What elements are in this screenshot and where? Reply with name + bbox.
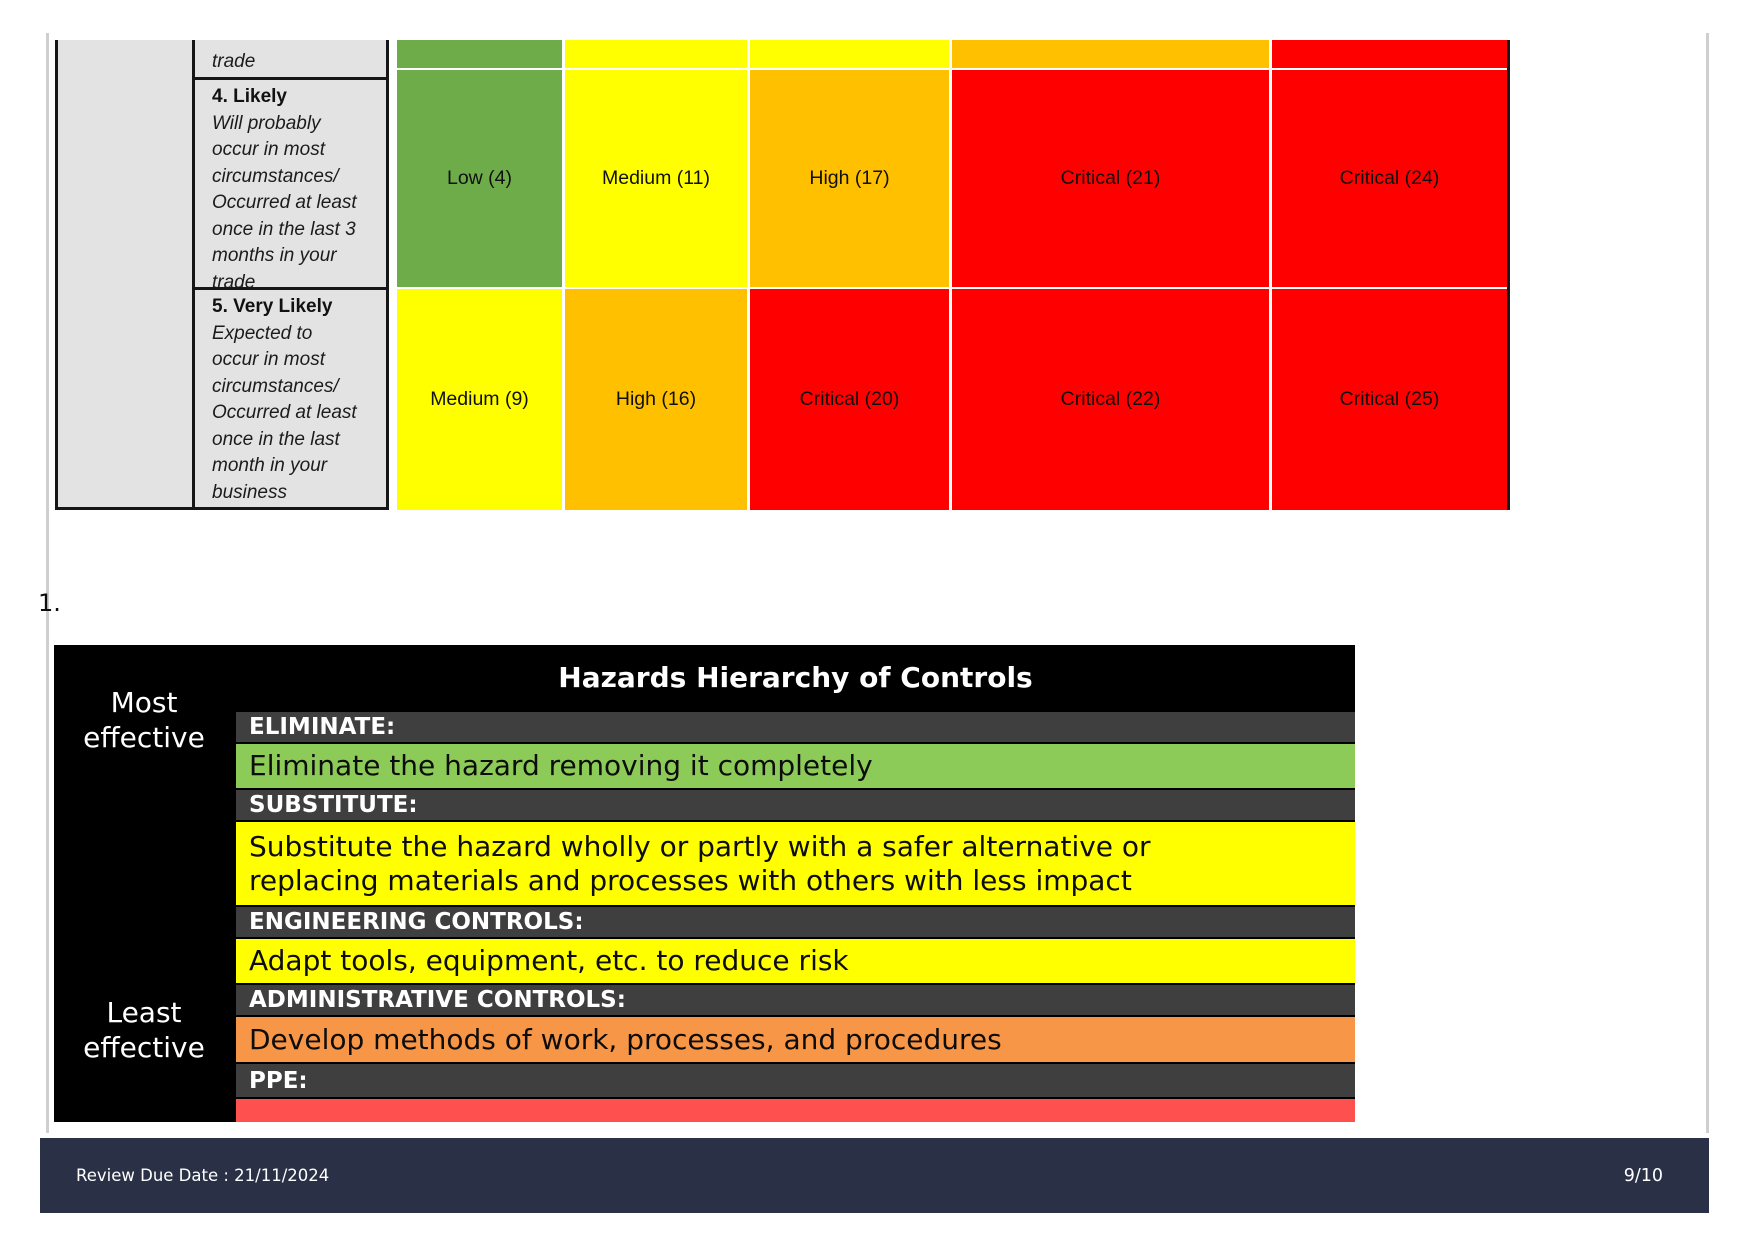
row-body-text: Eliminate the hazard removing it completely	[249, 749, 873, 782]
row-header-administrative-controls: ADMINISTRATIVE CONTROLS:	[236, 985, 1355, 1015]
risk-matrix-empty-column	[55, 40, 195, 510]
matrix-cell: Critical (20)	[750, 289, 949, 510]
row-body-eliminate	[236, 744, 1355, 788]
likelihood-desc-line: Will probably	[212, 112, 321, 134]
most-effective-label	[54, 685, 234, 755]
matrix-cell: High (17)	[750, 70, 949, 287]
matrix-cell: Medium (9)	[397, 289, 562, 510]
likelihood-cell-likely	[192, 80, 389, 290]
likelihood-cell-carryover	[192, 40, 389, 80]
row-body-text: Develop methods of work, processes, and procedures	[249, 1022, 1002, 1056]
likelihood-cell-very-likely	[192, 290, 389, 510]
likelihood-desc-line: circumstances/	[212, 165, 339, 187]
matrix-cell: Low (4)	[397, 70, 562, 287]
risk-matrix-table	[55, 40, 1510, 510]
list-item-number: 1.	[38, 589, 61, 617]
row-body-engineering-controls	[236, 939, 1355, 983]
row-body-administrative-controls	[236, 1017, 1355, 1062]
likelihood-desc-line: occur in most	[212, 349, 325, 370]
most-effective-line2: effective	[83, 721, 205, 754]
most-effective-line1: Most	[110, 686, 178, 719]
matrix-cell-sliver	[397, 40, 562, 68]
likelihood-label: 4. Likely	[212, 86, 287, 107]
risk-matrix-right-border	[1507, 40, 1510, 510]
likelihood-desc-line: Occurred at least	[212, 402, 357, 423]
review-due-date: Review Due Date : 21/11/2024	[76, 1166, 330, 1185]
likelihood-desc-line: Expected to	[212, 322, 313, 344]
row-header-substitute: SUBSTITUTE:	[236, 790, 1355, 820]
likelihood-desc-line: business	[212, 481, 287, 503]
likelihood-desc-line: month in your	[212, 455, 328, 476]
row-body-text: Adapt tools, equipment, etc. to reduce risk	[249, 944, 849, 977]
likelihood-desc-line: circumstances/	[212, 375, 339, 397]
least-effective-line2: effective	[83, 1031, 205, 1064]
row-body-text: replacing materials and processes with others with less impact	[249, 863, 1132, 897]
likelihood-text: trade	[212, 51, 256, 72]
matrix-cell: Critical (24)	[1272, 70, 1507, 287]
hierarchy-table-title: Hazards Hierarchy of Controls	[558, 660, 1033, 694]
least-effective-line1: Least	[106, 996, 182, 1029]
least-effective-label	[54, 995, 234, 1065]
row-body-ppe	[236, 1099, 1355, 1122]
row-header-eliminate: ELIMINATE:	[236, 712, 1355, 742]
likelihood-desc-line: once in the last 3	[212, 218, 356, 240]
likelihood-desc-line: months in your	[212, 245, 337, 266]
row-header-ppe: PPE:	[236, 1064, 1355, 1097]
row-body-substitute	[236, 822, 1355, 905]
matrix-cell: High (16)	[565, 289, 747, 510]
likelihood-desc-line: trade	[212, 271, 256, 290]
page-number: 9/10	[1623, 1165, 1663, 1186]
likelihood-label: 5. Very Likely	[212, 296, 333, 317]
row-header-engineering-controls: ENGINEERING CONTROLS:	[236, 907, 1355, 937]
matrix-cell-sliver	[952, 40, 1269, 68]
page-frame-right-border	[1706, 33, 1709, 1133]
likelihood-desc-line: Occurred at least	[212, 192, 357, 213]
matrix-cell: Medium (11)	[565, 70, 747, 287]
matrix-cell-sliver	[750, 40, 949, 68]
footer-bar	[40, 1138, 1709, 1213]
row-body-text: Substitute the hazard wholly or partly with a safer alternative or	[249, 829, 1151, 863]
matrix-cell: Critical (21)	[952, 70, 1269, 287]
likelihood-desc-line: occur in most	[212, 139, 325, 160]
page-frame-left-border	[46, 33, 49, 1133]
matrix-cell: Critical (25)	[1272, 289, 1507, 510]
matrix-cell: Critical (22)	[952, 289, 1269, 510]
matrix-cell-sliver	[1272, 40, 1507, 68]
likelihood-desc-line: once in the last	[212, 428, 340, 450]
matrix-cell-sliver	[565, 40, 747, 68]
hierarchy-of-controls-table	[54, 645, 1355, 1122]
